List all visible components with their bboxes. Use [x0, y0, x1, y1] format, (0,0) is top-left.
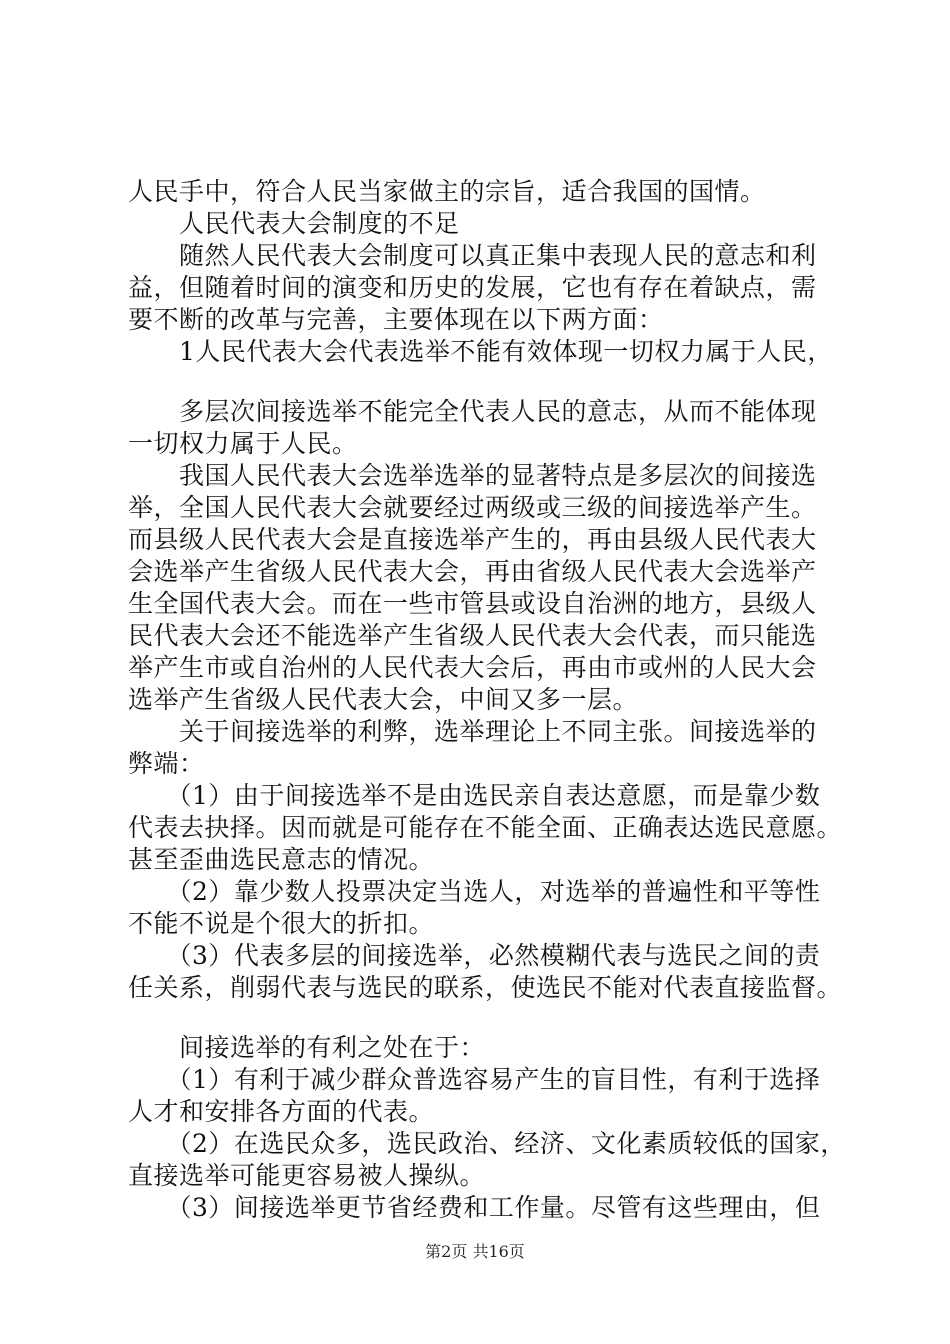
text-line: 随然人民代表大会制度可以真正集中表现人民的意志和利	[128, 241, 817, 270]
text-line: 任关系，削弱代表与选民的联系，使选民不能对代表直接监督。	[128, 973, 843, 1002]
text-line: 人民代表大会制度的不足	[128, 209, 460, 238]
text-line: 而县级人民代表大会是直接选举产生的，再由县级人民代表大	[128, 525, 817, 554]
text-line: 甚至歪曲选民意志的情况。	[128, 845, 435, 874]
text-line: （3）间接选举更节省经费和工作量。尽管有这些理由，但	[128, 1193, 821, 1222]
text-line: 多层次间接选举不能完全代表人民的意志，从而不能体现	[128, 397, 817, 426]
text-line: （2）在选民众多，选民政治、经济、文化素质较低的国家，	[128, 1129, 846, 1158]
page-number-footer: 第2页 共16页	[425, 1242, 525, 1261]
text-line: 一切权力属于人民。	[128, 429, 358, 458]
text-line: 不能不说是个很大的折扣。	[128, 909, 435, 938]
text-line: 1人民代表大会代表选举不能有效体现一切权力属于人民，	[128, 337, 833, 366]
text-line: 关于间接选举的利弊，选举理论上不同主张。间接选举的	[128, 717, 817, 746]
text-line: 要不断的改革与完善，主要体现在以下两方面：	[128, 305, 664, 334]
text-line: （1）有利于减少群众普选容易产生的盲目性，有利于选择	[128, 1065, 821, 1094]
text-line: （2）靠少数人投票决定当选人，对选举的普遍性和平等性	[128, 877, 821, 906]
text-line: 会选举产生省级人民代表大会，再由省级人民代表大会选举产	[128, 557, 817, 586]
text-line: 举，全国人民代表大会就要经过两级或三级的间接选举产生。	[128, 493, 817, 522]
text-line: 举产生市或自治州的人民代表大会后，再由市或州的人民大会	[128, 653, 817, 682]
text-line: 选举产生省级人民代表大会，中间又多一层。	[128, 685, 639, 714]
text-line: 直接选举可能更容易被人操纵。	[128, 1161, 486, 1190]
text-line: （3）代表多层的间接选举，必然模糊代表与选民之间的责	[128, 941, 821, 970]
text-line: 人民手中，符合人民当家做主的宗旨，适合我国的国情。	[128, 177, 766, 206]
text-line: 间接选举的有利之处在于：	[128, 1033, 486, 1062]
text-line: 益，但随着时间的演变和历史的发展，它也有存在着缺点，需	[128, 273, 817, 302]
text-line: 弊端：	[128, 749, 205, 778]
text-line: 我国人民代表大会选举选举的显著特点是多层次的间接选	[128, 461, 817, 490]
text-line: 生全国代表大会。而在一些市管县或设自治洲的地方，县级人	[128, 589, 817, 618]
text-line: （1）由于间接选举不是由选民亲自表达意愿，而是靠少数	[128, 781, 821, 810]
text-line: 人才和安排各方面的代表。	[128, 1097, 435, 1126]
text-line: 代表去抉择。因而就是可能存在不能全面、正确表达选民意愿。	[128, 813, 843, 842]
text-line: 民代表大会还不能选举产生省级人民代表大会代表，而只能选	[128, 621, 817, 650]
